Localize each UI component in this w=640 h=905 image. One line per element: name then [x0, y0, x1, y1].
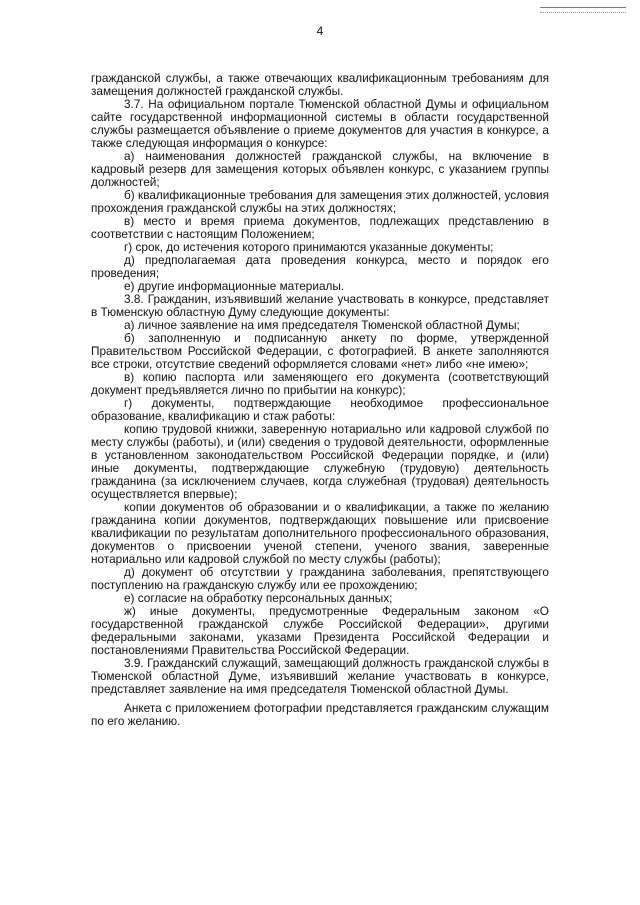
paragraph-3-9: 3.9. Гражданский служащий, замещающий должность гражданской службы в Тюменской областной Думе, изъявивший желание участвовать в конкурсе, представляет заявление на имя председателя Тюменской областной Думы.	[91, 656, 549, 696]
sub-item-work-record: копию трудовой книжки, заверенную нотариально или кадровой службой по месту службы (работы), и (или) сведения о трудовой деятельности, оформленные в установленном законодательством Российской Федерации порядке, и (или) иные документы, подтверждающие служебную (трудовую) деятельность гражданина (за исключением случаев, когда служебная (трудовая) деятельность осуществляется впервые);	[91, 422, 549, 501]
paragraph-questionnaire: Анкета с приложением фотографии представляется гражданским служащим по его желанию.	[91, 701, 549, 728]
list-item-g: г) документы, подтверждающие необходимое профессиональное образование, квалификацию и стаж работы:	[91, 396, 549, 423]
list-item-e: е) другие информационные материалы.	[124, 279, 345, 293]
list-item-b: б) заполненную и подписанную анкету по форме, утвержденной Правительством Российской Федерации, с фотографией. В анкете заполняются все строки, отсутствие сведений оформляется словами «нет» либо «не имею»;	[91, 331, 549, 371]
page-number: 4	[316, 24, 324, 38]
list-item-b: б) квалификационные требования для замещения этих должностей, условия прохождения гражданской службы на этих должностях;	[91, 188, 549, 215]
list-item-a: а) наименования должностей гражданской службы, на включение в кадровый резерв для замещения которых объявлен конкурс, с указанием группы должностей;	[91, 149, 549, 189]
list-item-a: а) личное заявление на имя председателя Тюменской областной Думы;	[124, 318, 520, 332]
sub-item-education-docs: копии документов об образовании и о квалификации, а также по желанию гражданина копии документов, подтверждающих повышение или присвоение квалификации по результатам дополнительного профессионального образования, документов о присвоении ученой степени, ученого звания, заверенные нотариально или кадровой службой по месту службы (работы);	[91, 500, 549, 566]
list-item-d: д) предполагаемая дата проведения конкурса, место и порядок его проведения;	[91, 253, 549, 280]
list-item-v: в) копию паспорта или заменяющего его документа (соответствующий документ предъявляется лично по прибытии на конкурс);	[91, 370, 549, 397]
scan-edge-mark	[540, 7, 626, 13]
paragraph-continuation: гражданской службы, а также отвечающих квалификационным требованиям для замещения должностей гражданской службы.	[91, 71, 549, 98]
paragraph-3-7: 3.7. На официальном портале Тюменской областной Думы и официальном сайте государственной информационной системы в области государственной службы размещается объявление о приеме документов для участия в конкурсе, а также следующая информация о конкурсе:	[91, 97, 549, 150]
list-item-e: е) согласие на обработку персональных данных;	[124, 591, 393, 605]
list-item-g: г) срок, до истечения которого принимаются указанные документы;	[124, 240, 494, 254]
list-item-zh: ж) иные документы, предусмотренные Федеральным законом «О государственной гражданской службе Российской Федерации», другими федеральными законами, указами Президента Российской Федерации и постановлениями Правительства Российской Федерации.	[91, 604, 549, 657]
paragraph-3-8: 3.8. Гражданин, изъявивший желание участвовать в конкурсе, представляет в Тюменскую областную Думу следующие документы:	[91, 292, 549, 319]
list-item-v: в) место и время приема документов, подлежащих представлению в соответствии с настоящим Положением;	[91, 214, 549, 241]
list-item-d: д) документ об отсутствии у гражданина заболевания, препятствующего поступлению на гражданскую службу или ее прохождению;	[91, 565, 549, 592]
document-body	[91, 72, 549, 728]
